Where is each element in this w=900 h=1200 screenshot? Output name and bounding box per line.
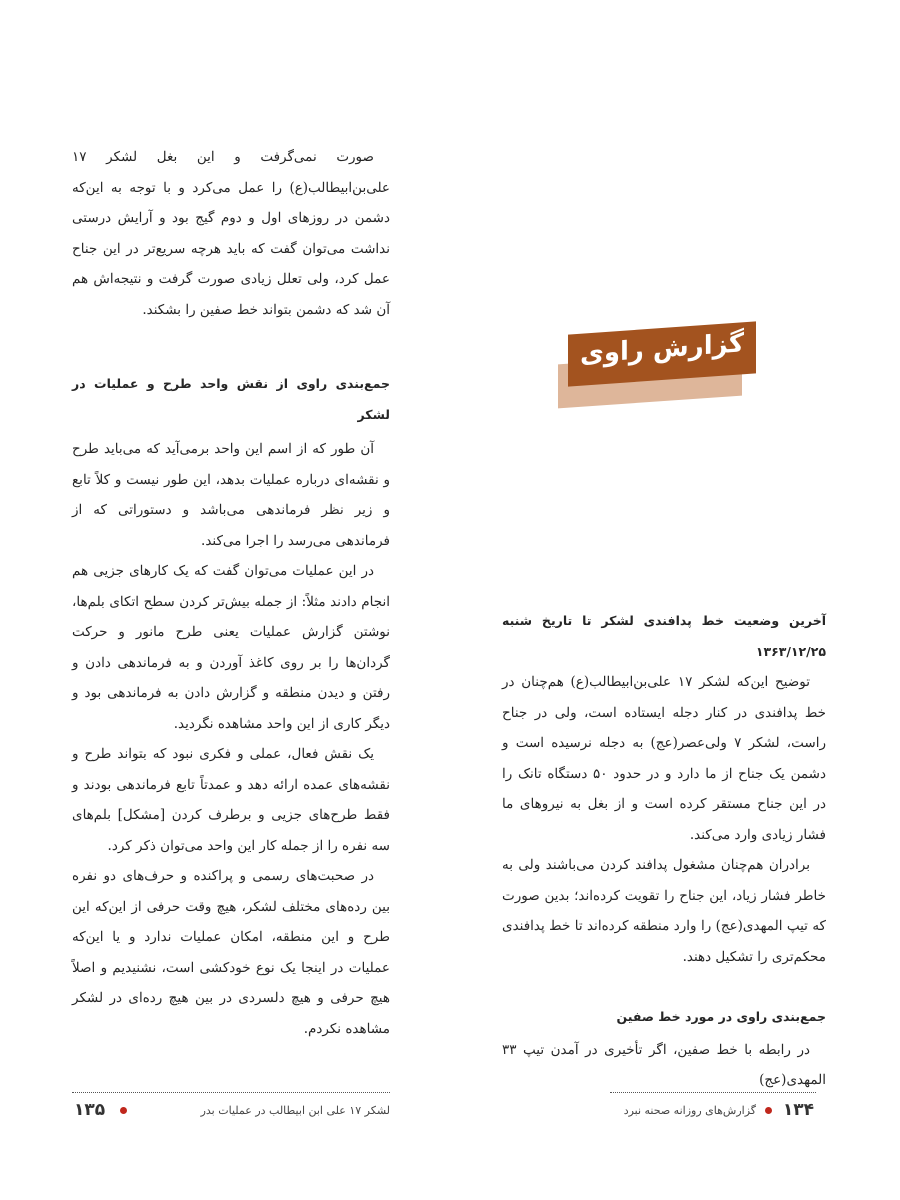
left-paragraph-4: یک نقش فعال، عملی و فکری نبود که بتواند طرح و نقشه‌های عمده ارائه دهد و عمدتاً تابع فرماندهی بودند و فقط طرح‌های جزیی و برطرف کردن [مشکل] بلم‌های سه نفره را از جمله کار این واحد می‌توان ذکر کرد. <box>72 746 390 854</box>
section-title: گزارش راوی <box>580 328 744 370</box>
right-paragraph-1: توضیح این‌که لشکر ۱۷ علی‌بن‌ابیطالب(ع) هم‌چنان در خط پدافندی در کنار دجله ایستاده است، ولی در جناح راست، لشکر ۷ ولی‌عصر(عج) به دجله نرسیده است و دشمن یک جناح از ما دارد و در حدود ۵۰ دستگاه تانک را در این جناح مستقر کرده است و از بغل به نیروهای ما فشار زیادی وارد می‌کند. <box>502 674 827 843</box>
right-section-heading: آخرین وضعیت خط پدافندی لشکر تا تاریخ شنبه ۱۳۶۳/۱۲/۲۵ <box>502 613 826 659</box>
left-column <box>72 142 390 1044</box>
page-number-right: ۱۳۴ <box>782 1100 814 1120</box>
footer-dot-icon <box>120 1107 127 1114</box>
footer-left <box>72 1092 390 1132</box>
right-paragraph-3: در رابطه با خط صفین، اگر تأخیری در آمدن تیپ ۳۳ المهدی(عج) <box>502 1041 826 1088</box>
footer-divider <box>610 1092 816 1093</box>
left-section-heading: جمع‌بندی راوی از نقش واحد طرح و عملیات در لشکر <box>72 376 390 422</box>
right-column <box>502 606 826 1096</box>
left-paragraph-2: آن طور که از اسم این واحد برمی‌آید که می‌باید طرح و نقشه‌ای درباره عملیات بدهد، این طور نیست و کلاً تابع و زیر نظر فرماندهی می‌باشد و دستوراتی که از فرماندهی می‌رسد را اجرا می‌کند. <box>72 441 390 549</box>
left-paragraph-3: در این عملیات می‌توان گفت که یک کارهای جزیی هم انجام دادند مثلاً: از جمله بیش‌تر کردن سطح اتکای بلم‌ها، نوشتن گزارش عملیات یعنی طرح مانور و حرکت گردان‌ها را بر روی کاغذ آوردن و به فرماندهی دادن و رفتن و دیدن منطقه و گزارش دادن به فرماندهی بود و دیگر کاری از این واحد مشاهده نگردید. <box>72 563 390 732</box>
left-paragraph-1: صورت نمی‌گرفت و این بغل لشکر ۱۷ علی‌بن‌ابیطالب(ع) را عمل می‌کرد و با توجه به این‌که دشمن در روزهای اول و دوم گیج بود و آرایش درستی نداشت می‌توان گفت که باید هرچه سریع‌تر در این جناح عمل کرد، ولی تعلل زیادی صورت گرفت و نتیجه‌اش هم آن شد که دشمن بتواند خط صفین را بشکند. <box>72 149 390 318</box>
page-number-left: ۱۳۵ <box>74 1100 106 1120</box>
footer-divider <box>72 1092 390 1093</box>
footer-right <box>610 1092 816 1132</box>
right-paragraph-2: برادران هم‌چنان مشغول پدافند کردن می‌باشند ولی به خاطر فشار زیاد، این جناح را تقویت کرده‌اند؛ بدین صورت که تیپ المهدی(عج) را وارد منطقه کرده‌اند تا خط پدافندی محکم‌تری را تشکیل دهند. <box>502 857 826 965</box>
running-title-right: گزارش‌های روزانه صحنه نبرد <box>623 1104 756 1117</box>
footer-dot-icon <box>765 1107 772 1114</box>
section-title-banner <box>558 320 758 410</box>
running-title-left: لشکر ۱۷ علی ابن ابیطالب در عملیات بدر <box>200 1104 390 1117</box>
left-paragraph-5: در صحبت‌های رسمی و پراکنده و حرف‌های دو نفره بین رده‌های مختلف لشکر، هیچ وقت حرفی از این‌که این طرح و این منطقه، امکان عملیات ندارد و یا این‌که عملیات در اینجا یک نوع خودکشی است، نشنیدیم و اصلاً هیچ حرفی و هیچ دلسردی در بین هیچ رده‌ای در لشکر مشاهده نکردم. <box>72 868 390 1037</box>
right-section-heading-2: جمع‌بندی راوی در مورد خط صفین <box>616 1009 826 1024</box>
